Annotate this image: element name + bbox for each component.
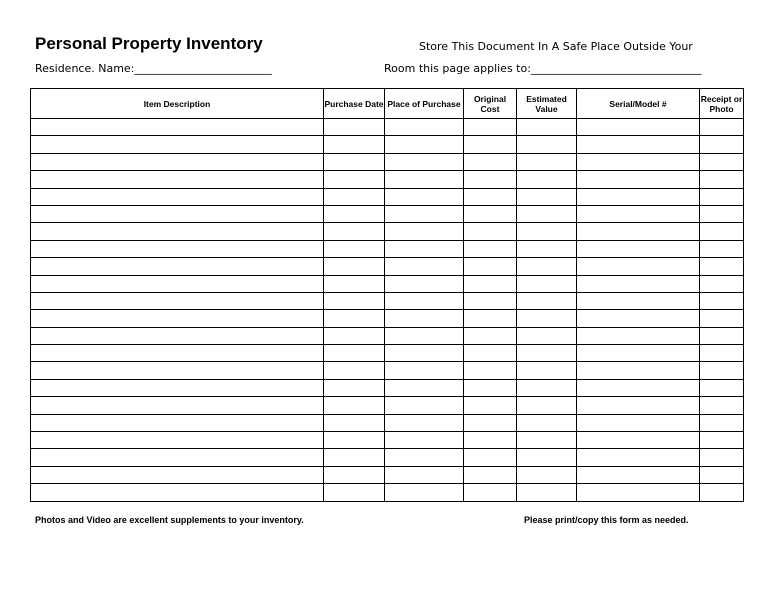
inventory-table [30, 88, 744, 502]
table-cell[interactable] [700, 432, 744, 449]
table-cell[interactable] [464, 240, 517, 257]
table-cell[interactable] [385, 292, 464, 309]
table-row [31, 188, 744, 205]
footer-photo-note: Photos and Video are excellent supplements to your inventory. [35, 515, 304, 525]
table-row [31, 449, 744, 466]
table-cell[interactable] [385, 397, 464, 414]
table-cell[interactable] [324, 327, 385, 344]
table-cell[interactable] [700, 397, 744, 414]
col-item-description: Item Description [31, 89, 324, 119]
table-cell[interactable] [700, 223, 744, 240]
table-cell[interactable] [385, 275, 464, 292]
table-row [31, 466, 744, 483]
table-cell[interactable] [31, 275, 324, 292]
table-cell[interactable] [464, 466, 517, 483]
table-cell[interactable] [464, 188, 517, 205]
table-cell[interactable] [577, 171, 700, 188]
table-cell[interactable] [324, 205, 385, 222]
table-cell[interactable] [385, 345, 464, 362]
table-cell[interactable] [464, 379, 517, 396]
table-cell[interactable] [577, 449, 700, 466]
table-cell[interactable] [517, 397, 577, 414]
table-cell[interactable] [324, 275, 385, 292]
table-cell[interactable] [464, 275, 517, 292]
table-cell[interactable] [385, 362, 464, 379]
table-cell[interactable] [464, 397, 517, 414]
table-cell[interactable] [324, 153, 385, 170]
table-cell[interactable] [324, 466, 385, 483]
table-cell[interactable] [31, 362, 324, 379]
table-cell[interactable] [31, 379, 324, 396]
table-cell[interactable] [385, 484, 464, 501]
table-cell[interactable] [31, 240, 324, 257]
table-cell[interactable] [324, 223, 385, 240]
table-cell[interactable] [31, 432, 324, 449]
table-header-row [31, 89, 744, 119]
table-cell[interactable] [385, 327, 464, 344]
table-cell[interactable] [517, 223, 577, 240]
table-cell[interactable] [31, 119, 324, 136]
table-cell[interactable] [464, 432, 517, 449]
table-cell[interactable] [324, 292, 385, 309]
table-cell[interactable] [464, 223, 517, 240]
table-cell[interactable] [324, 136, 385, 153]
footer-print-note: Please print/copy this form as needed. [524, 515, 689, 525]
table-cell[interactable] [700, 171, 744, 188]
table-cell[interactable] [31, 136, 324, 153]
table-cell[interactable] [577, 188, 700, 205]
table-cell[interactable] [577, 153, 700, 170]
table-cell[interactable] [700, 275, 744, 292]
table-cell[interactable] [700, 414, 744, 431]
table-cell[interactable] [385, 223, 464, 240]
table-row [31, 432, 744, 449]
table-cell[interactable] [464, 171, 517, 188]
table-row [31, 362, 744, 379]
table-cell[interactable] [517, 153, 577, 170]
table-row [31, 171, 744, 188]
table-cell[interactable] [700, 136, 744, 153]
table-cell[interactable] [324, 414, 385, 431]
table-row [31, 275, 744, 292]
table-cell[interactable] [577, 327, 700, 344]
table-cell[interactable] [700, 240, 744, 257]
table-row [31, 136, 744, 153]
table-cell[interactable] [31, 449, 324, 466]
table-cell[interactable] [700, 258, 744, 275]
table-cell[interactable] [31, 171, 324, 188]
table-cell[interactable] [464, 205, 517, 222]
table-cell[interactable] [31, 414, 324, 431]
table-cell[interactable] [577, 240, 700, 257]
table-cell[interactable] [577, 205, 700, 222]
table-cell[interactable] [31, 327, 324, 344]
table-cell[interactable] [464, 345, 517, 362]
table-cell[interactable] [577, 275, 700, 292]
table-cell[interactable] [517, 240, 577, 257]
table-cell[interactable] [385, 466, 464, 483]
table-cell[interactable] [464, 414, 517, 431]
table-cell[interactable] [464, 327, 517, 344]
table-cell[interactable] [517, 327, 577, 344]
table-cell[interactable] [700, 205, 744, 222]
table-cell[interactable] [517, 258, 577, 275]
table-cell[interactable] [385, 119, 464, 136]
table-cell[interactable] [700, 379, 744, 396]
table-cell[interactable] [577, 136, 700, 153]
table-cell[interactable] [385, 310, 464, 327]
table-cell[interactable] [31, 188, 324, 205]
table-cell[interactable] [517, 362, 577, 379]
col-estimated-value: Estimated Value [517, 89, 577, 119]
table-row [31, 292, 744, 309]
table-cell[interactable] [324, 310, 385, 327]
table-cell[interactable] [700, 466, 744, 483]
table-row [31, 153, 744, 170]
table-cell[interactable] [464, 484, 517, 501]
table-cell[interactable] [324, 484, 385, 501]
table-row [31, 327, 744, 344]
table-cell[interactable] [517, 171, 577, 188]
table-cell[interactable] [577, 292, 700, 309]
table-row [31, 223, 744, 240]
table-cell[interactable] [517, 414, 577, 431]
table-cell[interactable] [324, 362, 385, 379]
table-row [31, 240, 744, 257]
table-cell[interactable] [517, 466, 577, 483]
table-cell[interactable] [577, 414, 700, 431]
table-cell[interactable] [517, 275, 577, 292]
table-cell[interactable] [464, 310, 517, 327]
col-serial-model: Serial/Model # [577, 89, 700, 119]
table-cell[interactable] [577, 397, 700, 414]
table-cell[interactable] [31, 310, 324, 327]
table-row [31, 119, 744, 136]
table-cell[interactable] [517, 484, 577, 501]
table-row [31, 258, 744, 275]
table-cell[interactable] [324, 397, 385, 414]
col-purchase-date: Purchase Date [324, 89, 385, 119]
table-row [31, 379, 744, 396]
table-cell[interactable] [324, 345, 385, 362]
store-note: Store This Document In A Safe Place Outside Your [419, 40, 693, 53]
table-cell[interactable] [324, 119, 385, 136]
table-cell[interactable] [385, 153, 464, 170]
table-cell[interactable] [464, 362, 517, 379]
table-cell[interactable] [31, 153, 324, 170]
table-cell[interactable] [700, 188, 744, 205]
table-cell[interactable] [385, 205, 464, 222]
table-cell[interactable] [31, 466, 324, 483]
table-cell[interactable] [700, 119, 744, 136]
table-cell[interactable] [464, 449, 517, 466]
table-cell[interactable] [700, 484, 744, 501]
table-cell[interactable] [31, 345, 324, 362]
table-body [31, 119, 744, 502]
table-cell[interactable] [577, 484, 700, 501]
table-cell[interactable] [700, 345, 744, 362]
table-cell[interactable] [385, 136, 464, 153]
table-cell[interactable] [517, 449, 577, 466]
table-cell[interactable] [464, 136, 517, 153]
page-title: Personal Property Inventory [35, 34, 263, 53]
table-cell[interactable] [577, 345, 700, 362]
table-cell[interactable] [700, 153, 744, 170]
table-cell[interactable] [385, 449, 464, 466]
table-cell[interactable] [700, 292, 744, 309]
table-cell[interactable] [324, 258, 385, 275]
residence-name-field[interactable]: Residence. Name:_________________________ [35, 62, 272, 75]
table-cell[interactable] [324, 188, 385, 205]
table-cell[interactable] [577, 379, 700, 396]
table-cell[interactable] [517, 432, 577, 449]
table-cell[interactable] [517, 205, 577, 222]
table-cell[interactable] [31, 205, 324, 222]
col-original-cost: Original Cost [464, 89, 517, 119]
table-cell[interactable] [385, 414, 464, 431]
table-cell[interactable] [517, 136, 577, 153]
table-cell[interactable] [577, 310, 700, 327]
table-cell[interactable] [464, 258, 517, 275]
table-cell[interactable] [324, 432, 385, 449]
table-cell[interactable] [324, 171, 385, 188]
table-cell[interactable] [464, 292, 517, 309]
table-row [31, 345, 744, 362]
table-cell[interactable] [517, 292, 577, 309]
table-cell[interactable] [517, 119, 577, 136]
table-cell[interactable] [700, 310, 744, 327]
table-cell[interactable] [517, 188, 577, 205]
table-cell[interactable] [385, 240, 464, 257]
table-cell[interactable] [577, 466, 700, 483]
table-row [31, 484, 744, 501]
table-cell[interactable] [31, 292, 324, 309]
table-row [31, 205, 744, 222]
col-place-of-purchase: Place of Purchase [385, 89, 464, 119]
table-cell[interactable] [517, 379, 577, 396]
table-cell[interactable] [700, 327, 744, 344]
col-receipt-or-photo: Receipt or Photo [700, 89, 744, 119]
table-cell[interactable] [700, 449, 744, 466]
table-cell[interactable] [385, 379, 464, 396]
table-cell[interactable] [577, 223, 700, 240]
table-cell[interactable] [324, 240, 385, 257]
table-cell[interactable] [385, 171, 464, 188]
table-cell[interactable] [700, 362, 744, 379]
table-cell[interactable] [385, 258, 464, 275]
table-row [31, 310, 744, 327]
table-cell[interactable] [31, 484, 324, 501]
table-cell[interactable] [385, 188, 464, 205]
table-cell[interactable] [577, 362, 700, 379]
table-cell[interactable] [577, 119, 700, 136]
table-cell[interactable] [31, 258, 324, 275]
table-cell[interactable] [324, 379, 385, 396]
room-field[interactable]: Room this page applies to:_______________________________ [384, 62, 702, 75]
table-cell[interactable] [31, 397, 324, 414]
table-cell[interactable] [577, 258, 700, 275]
table-cell[interactable] [464, 119, 517, 136]
table-row [31, 397, 744, 414]
table-cell[interactable] [385, 432, 464, 449]
table-cell[interactable] [31, 223, 324, 240]
table-cell[interactable] [324, 449, 385, 466]
table-cell[interactable] [517, 310, 577, 327]
table-cell[interactable] [517, 345, 577, 362]
table-row [31, 414, 744, 431]
table-cell[interactable] [577, 432, 700, 449]
table-cell[interactable] [464, 153, 517, 170]
